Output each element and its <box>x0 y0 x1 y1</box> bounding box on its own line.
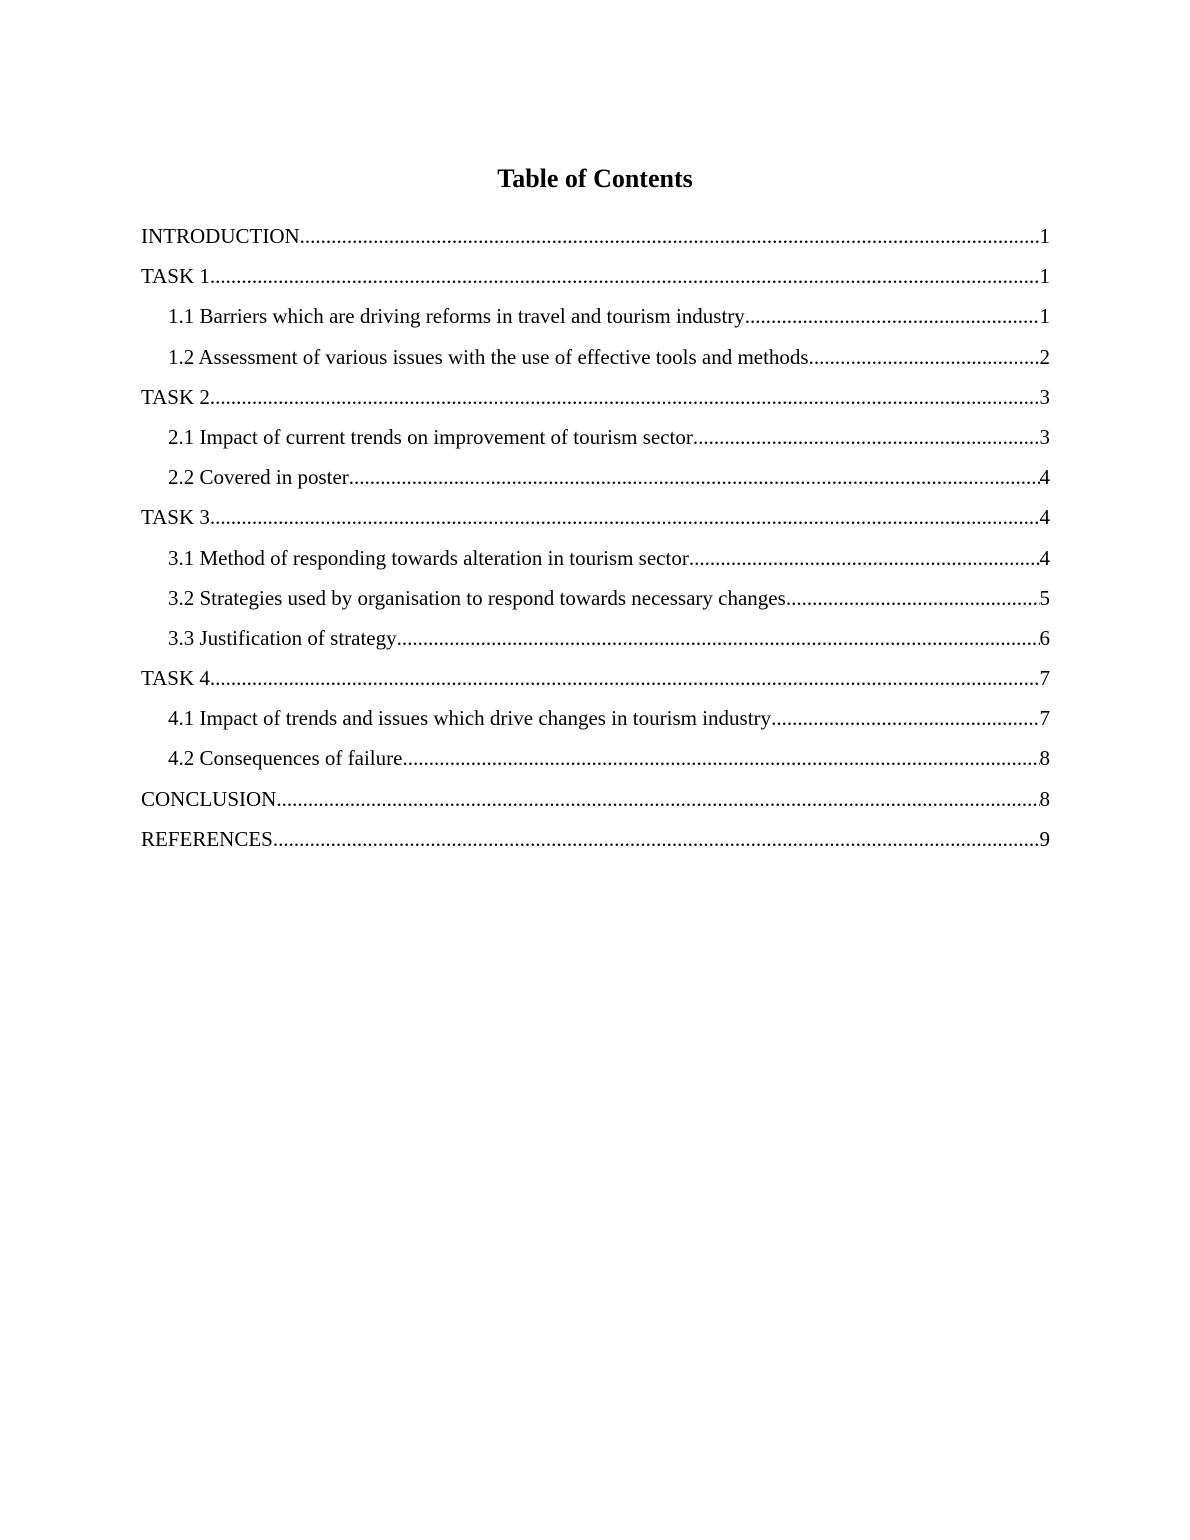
toc-page-number: 1 <box>1039 304 1050 329</box>
toc-page-number: 3 <box>1039 384 1050 409</box>
toc-entry[interactable] <box>141 700 1050 740</box>
toc-dot-leader <box>210 379 1040 415</box>
toc-entry-text: TASK 3 <box>141 505 210 530</box>
toc-entry[interactable] <box>141 740 1050 780</box>
toc-entry-text: 1.2 Assessment of various issues with the use of effective tools and methods <box>168 344 809 369</box>
toc-entry[interactable] <box>141 339 1050 379</box>
toc-dot-leader <box>349 459 1040 495</box>
toc-list <box>141 218 1050 861</box>
toc-entry[interactable] <box>141 499 1050 539</box>
toc-entry-text: REFERENCES <box>141 826 273 851</box>
toc-page-number: 2 <box>1039 344 1050 369</box>
toc-dot-leader <box>745 298 1040 334</box>
toc-entry-text: INTRODUCTION <box>141 224 300 248</box>
toc-dot-leader <box>689 540 1040 576</box>
toc-dot-leader <box>273 821 1040 857</box>
toc-dot-leader <box>402 740 1039 776</box>
toc-entry-text: TASK 1 <box>141 264 210 289</box>
toc-entry-text: 2.1 Impact of current trends on improvement of tourism sector <box>168 424 693 449</box>
toc-dot-leader <box>693 419 1040 455</box>
toc-title: Table of Contents <box>497 164 693 193</box>
toc-entry[interactable] <box>141 218 1050 258</box>
toc-entry[interactable] <box>141 459 1050 499</box>
toc-page-number: 8 <box>1039 746 1050 771</box>
toc-entry-text: 3.2 Strategies used by organisation to respond towards necessary changes <box>168 585 786 610</box>
toc-page-number: 3 <box>1039 424 1050 449</box>
toc-entry[interactable] <box>141 298 1050 338</box>
toc-entry[interactable] <box>141 540 1050 580</box>
toc-entry-text: 4.2 Consequences of failure <box>168 746 403 771</box>
toc-page-number: 1 <box>1039 264 1050 289</box>
toc-entry[interactable] <box>141 781 1050 821</box>
toc-dot-leader <box>786 580 1040 616</box>
toc-dot-leader <box>210 660 1040 696</box>
toc-entry[interactable] <box>141 580 1050 620</box>
toc-dot-leader <box>300 218 1040 254</box>
toc-entry-text: 1.1 Barriers which are driving reforms in travel and tourism industry <box>168 304 745 329</box>
toc-entry-text: TASK 4 <box>141 666 210 691</box>
toc-page-number: 4 <box>1039 545 1050 570</box>
toc-page-number: 9 <box>1039 826 1050 851</box>
toc-dot-leader <box>771 700 1039 736</box>
toc-page-number: 4 <box>1039 465 1050 490</box>
toc-page-number: 7 <box>1039 666 1050 691</box>
toc-page-number: 1 <box>1039 224 1050 248</box>
toc-dot-leader <box>276 781 1039 817</box>
toc-entry-text: TASK 2 <box>141 384 210 409</box>
toc-entry[interactable] <box>141 620 1050 660</box>
toc-entry[interactable] <box>141 258 1050 298</box>
toc-entry-text: CONCLUSION <box>141 786 277 811</box>
toc-page-number: 8 <box>1039 786 1050 811</box>
toc-page-number: 6 <box>1039 625 1050 650</box>
toc-entry-text: 4.1 Impact of trends and issues which drive changes in tourism industry <box>168 706 772 731</box>
toc-page-number: 5 <box>1039 585 1050 610</box>
toc-dot-leader <box>210 499 1040 535</box>
toc-entry[interactable] <box>141 821 1050 861</box>
toc-dot-leader <box>210 258 1040 294</box>
toc-page-number: 7 <box>1039 706 1050 731</box>
toc-page-number: 4 <box>1039 505 1050 530</box>
toc-entry[interactable] <box>141 379 1050 419</box>
toc-entry-text: 3.3 Justification of strategy <box>168 625 397 650</box>
toc-dot-leader <box>809 339 1040 375</box>
toc-entry-text: 3.1 Method of responding towards alteration in tourism sector <box>168 545 689 570</box>
toc-entry-text: 2.2 Covered in poster <box>168 465 349 490</box>
toc-entry[interactable] <box>141 660 1050 700</box>
toc-dot-leader <box>397 620 1040 656</box>
toc-entry[interactable] <box>141 419 1050 459</box>
